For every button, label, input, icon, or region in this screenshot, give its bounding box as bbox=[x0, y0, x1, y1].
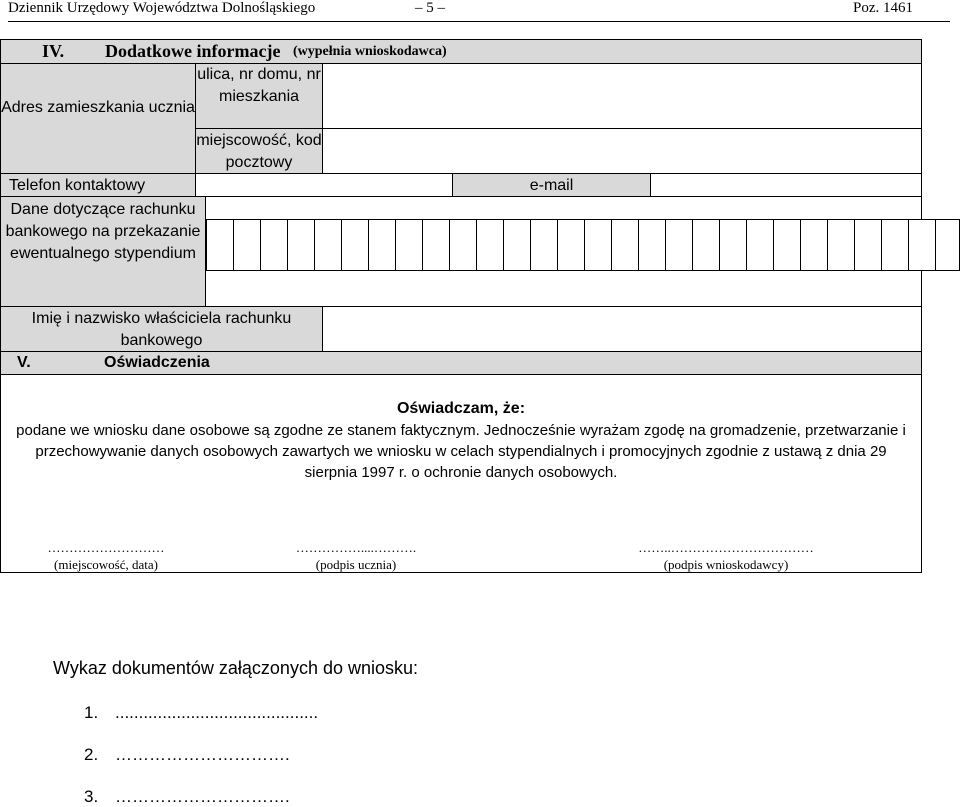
section-5-number: V. bbox=[17, 354, 31, 371]
applicant-signature-label: (podpis wnioskodawcy) bbox=[663, 557, 789, 572]
phone-field[interactable] bbox=[195, 173, 453, 197]
email-label: e-mail bbox=[452, 173, 651, 197]
address-label: Adres zamieszkania ucznia bbox=[0, 63, 196, 174]
attachments-title: Wykaz dokumentów załączonych do wniosku: bbox=[53, 658, 419, 678]
section-4-header bbox=[0, 39, 922, 64]
attachment-item-2-text: …………………………. bbox=[115, 745, 290, 764]
attachment-item-1-number: 1. bbox=[84, 703, 99, 722]
attachment-item-3-text: …………………………. bbox=[115, 787, 290, 806]
place-date-dots: ……………………… bbox=[47, 540, 165, 555]
declaration-heading: Oświadczam, że: bbox=[396, 400, 526, 417]
section-4-number: IV. bbox=[42, 41, 65, 61]
student-signature-label: (podpis ucznia) bbox=[315, 557, 397, 572]
digit-box[interactable] bbox=[935, 219, 960, 271]
section-4-note: (wypełnia wnioskodawca) bbox=[293, 44, 447, 59]
header-divider bbox=[8, 21, 950, 22]
student-signature-dots: ……………....………. bbox=[295, 540, 417, 555]
bank-label: Dane dotyczące rachunku bankowego na przekazanie ewentualnego stypendium bbox=[0, 196, 206, 307]
phone-label: Telefon kontaktowy bbox=[0, 173, 196, 197]
section-4-title: Dodatkowe informacje bbox=[105, 41, 281, 61]
city-field[interactable] bbox=[322, 128, 922, 174]
declaration-text: podane we wniosku dane osobowe są zgodne ze stanem faktycznym. Jednocześnie wyrażam zgodę na gromadzenie, przetwarzanie i przechowywanie danych osobowych zawartych we wniosku w celach stypendialnych i promocyjnych zgodnie z ustawą z dnia 29 sierpnia 1997 r. o ochronie danych osobowych. bbox=[16, 422, 906, 481]
city-label: miejscowość, kod pocztowy bbox=[195, 128, 323, 174]
email-field[interactable] bbox=[650, 173, 922, 197]
bank-field[interactable] bbox=[205, 196, 922, 307]
street-field[interactable] bbox=[322, 63, 922, 129]
section-5-title: Oświadczenia bbox=[104, 354, 210, 371]
declaration-box bbox=[0, 374, 922, 573]
position-number: Poz. 1461 bbox=[853, 0, 913, 16]
attachment-item-1-text: ........................................... bbox=[115, 703, 319, 722]
street-label: ulica, nr domu, nr mieszkania bbox=[195, 63, 323, 129]
section-5-header bbox=[0, 351, 922, 375]
attachment-item-3-number: 3. bbox=[84, 787, 99, 806]
attachment-item-2-number: 2. bbox=[84, 745, 99, 764]
owner-field[interactable] bbox=[322, 306, 922, 352]
page-number: – 5 – bbox=[415, 0, 445, 16]
place-date-label: (miejscowość, data) bbox=[54, 557, 158, 572]
applicant-signature-dots: ……..…………………………… bbox=[638, 540, 814, 555]
journal-title: Dziennik Urzędowy Województwa Dolnośląskiego bbox=[8, 0, 316, 16]
owner-label: Imię i nazwisko właściciela rachunku bankowego bbox=[0, 306, 323, 352]
